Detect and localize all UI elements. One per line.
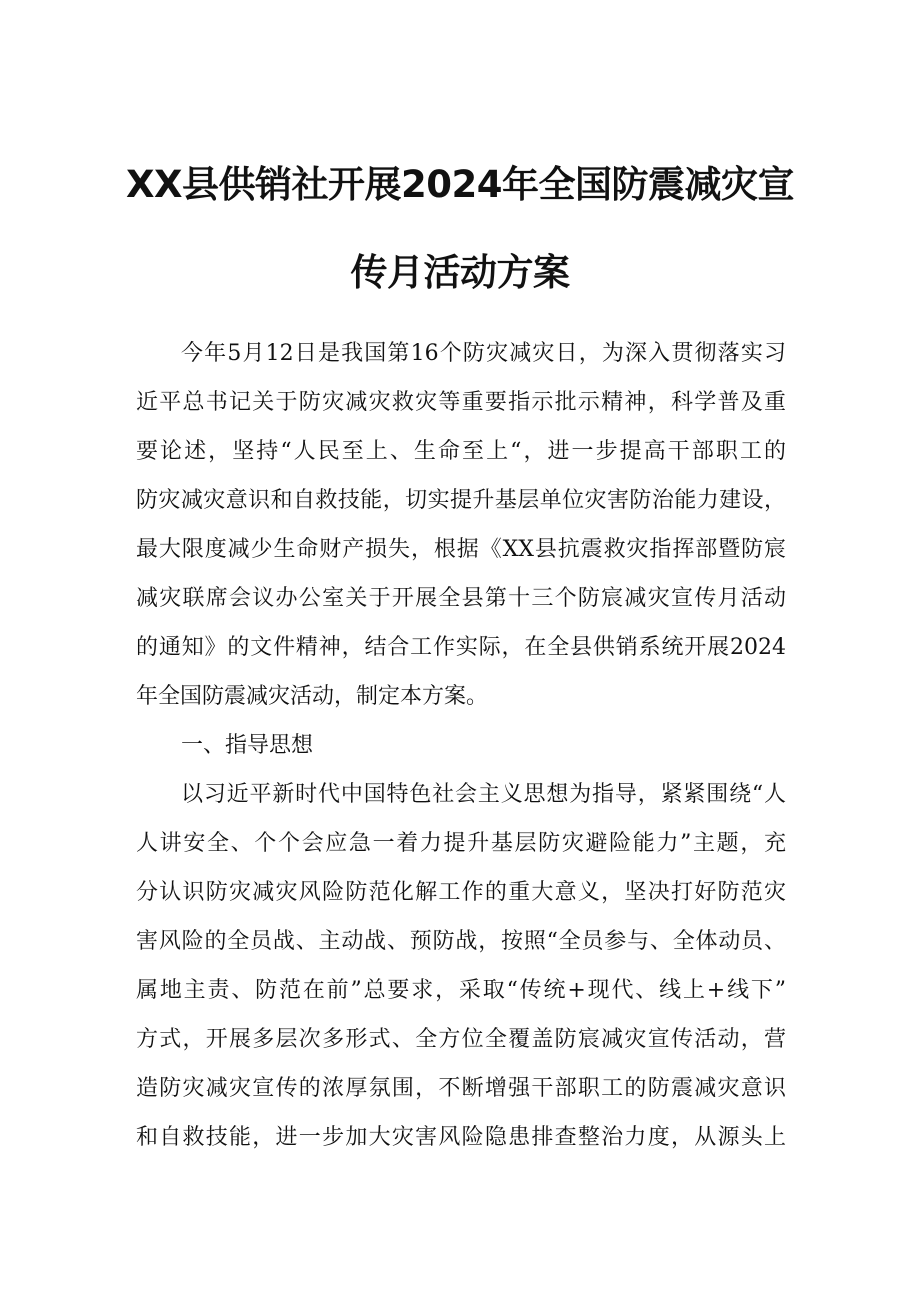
paragraph-line: 最大限度减少生命财产损失，根据《XX县抗震救灾指挥部暨防宸 [136,537,786,562]
paragraph-line: 属地主责、防范在前”总要求，采取“传统+现代、线上+线下” [136,978,786,1003]
paragraph-line: 要论述，坚持“人民至上、生命至上“，进一步提高干部职工的 [136,439,786,464]
paragraph-line: 今年5月12日是我国第16个防灾减灾日，为深入贯彻落实习 [181,341,786,366]
section-heading: 一、指导思想 [181,733,314,758]
paragraph-line: 减灾联席会议办公室关于开展全县第十三个防宸减灾宣传月活动 [136,586,786,611]
paragraph-line: 分认识防灾减灾风险防范化解工作的重大意义，坚决打好防范灾 [136,880,786,905]
paragraph-line: 的通知》的文件精神，结合工作实际，在全县供销系统开展2024 [136,635,786,660]
document-title-line-1: XX县供销社开展2024年全国防震减灾宣 [125,163,795,206]
paragraph-line: 人讲安全、个个会应急一着力提升基层防灾避险能力”主题，充 [136,831,786,856]
paragraph-line: 和自救技能，进一步加大灾害风险隐患排查整治力度，从源头上 [136,1125,786,1150]
paragraph-line: 以习近平新时代中国特色社会主义思想为指导，紧紧围绕“人 [181,782,786,807]
paragraph-line: 害风险的全员战、主动战、预防战，按照“全员参与、全体动员、 [136,929,786,954]
paragraph-line: 近平总书记关于防灾减灾救灾等重要指示批示精神，科学普及重 [136,390,786,415]
document-title-line-2: 传月活动方案 [350,251,570,294]
paragraph-line: 造防灾减灾宣传的浓厚氛围，不断增强干部职工的防震减灾意识 [136,1076,786,1101]
paragraph-line: 年全国防震减灾活动，制定本方案。 [136,684,489,709]
paragraph-line: 方式，开展多层次多形式、全方位全覆盖防宸减灾宣传活动，营 [136,1027,786,1052]
paragraph-line: 防灾减灾意识和自救技能，切实提升基层单位灾害防治能力建设， [136,488,786,513]
